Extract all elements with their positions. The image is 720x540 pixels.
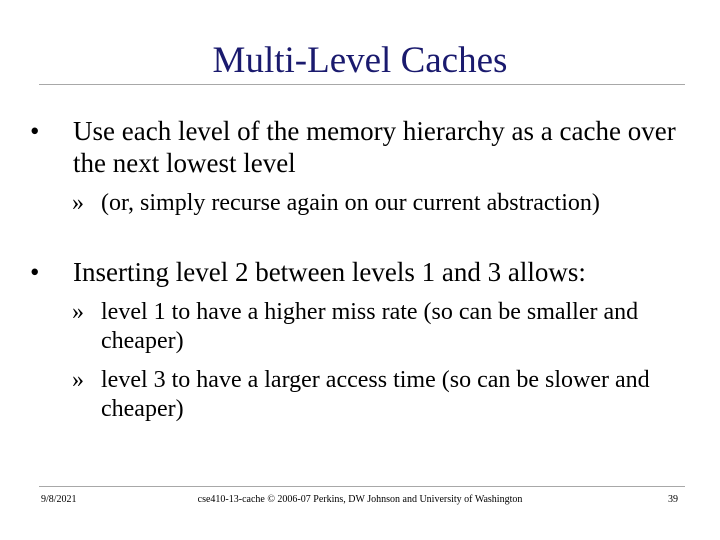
sub-bullet-chevron-icon: » <box>72 299 84 325</box>
footer-date: 9/8/2021 <box>41 494 77 505</box>
footer-credit: cse410-13-cache © 2006-07 Perkins, DW Johnson and University of Washington <box>197 494 523 505</box>
bullet-text: Inserting level 2 between levels 1 and 3 allows: <box>73 257 586 287</box>
page-number: 39 <box>668 494 678 505</box>
sub-bullet-chevron-icon: » <box>72 190 84 216</box>
slide-title: Multi-Level Caches <box>212 40 508 81</box>
bullet-text: Use each level of the memory hierarchy as a cache over the next lowest level <box>73 116 676 178</box>
footer-divider <box>39 486 685 487</box>
bullet-dot-icon: • <box>30 116 40 146</box>
sub-bullet-chevron-icon: » <box>72 367 84 393</box>
title-divider <box>39 84 685 85</box>
sub-bullet-text: (or, simply recurse again on our current abstraction) <box>101 190 600 216</box>
sub-bullet-text: level 1 to have a higher miss rate (so can be smaller and cheaper) <box>101 299 639 354</box>
sub-bullet-text: level 3 to have a larger access time (so can be slower and cheaper) <box>101 367 650 422</box>
bullet-dot-icon: • <box>30 257 40 287</box>
